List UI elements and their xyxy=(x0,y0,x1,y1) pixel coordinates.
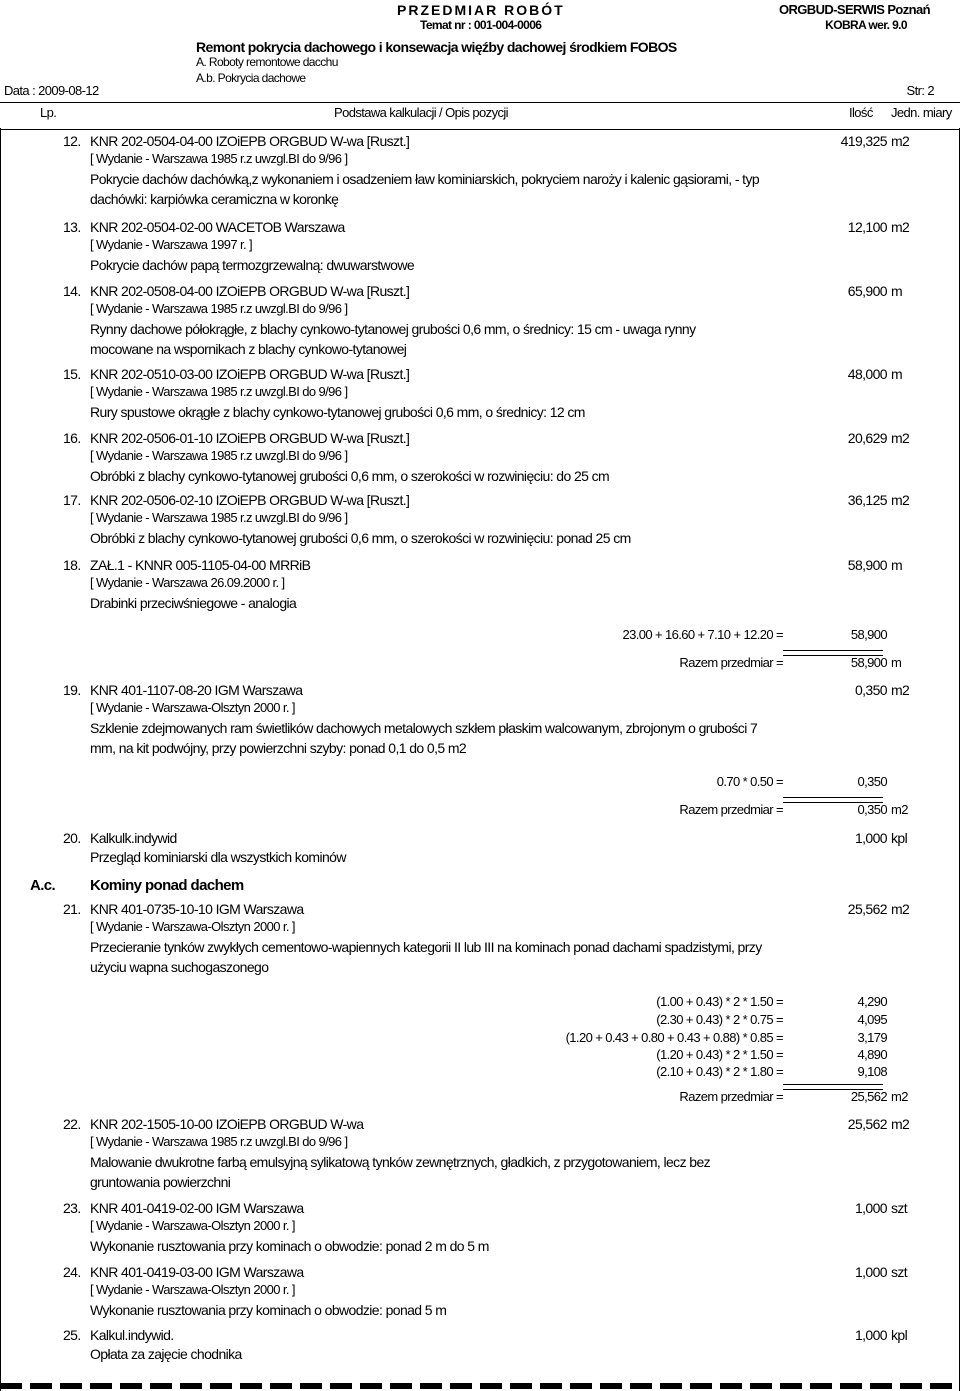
item-basis: KNR 401-0735-10-10 IGM Warszawa xyxy=(90,901,304,917)
item-basis: KNR 202-0504-04-00 IZOiEPB ORGBUD W-wa [Ruszt.] xyxy=(90,133,410,149)
item-quantity: 12,100 xyxy=(847,219,887,235)
total-label: Razem przedmiar = xyxy=(679,655,783,670)
item-description-line: Przegląd kominiarski dla wszystkich kominów xyxy=(90,849,346,865)
item-unit: m2 xyxy=(891,492,910,508)
calc-value: 9,108 xyxy=(857,1064,887,1079)
calc-value: 3,179 xyxy=(857,1030,887,1045)
item-quantity: 1,000 xyxy=(854,1327,887,1343)
item-description-line: gruntowania powierzchni xyxy=(90,1174,231,1190)
item-quantity: 1,000 xyxy=(854,1264,887,1280)
item-number: 16. xyxy=(63,430,81,446)
item-quantity: 1,000 xyxy=(854,830,887,846)
item-quantity: 36,125 xyxy=(847,492,887,508)
item-description-line: mocowane na wspornikach z blachy cynkowo-tytanowej xyxy=(90,341,407,357)
item-unit: szt xyxy=(891,1264,908,1280)
item-basis: KNR 202-0510-03-00 IZOiEPB ORGBUD W-wa [Ruszt.] xyxy=(90,366,410,382)
column-lp: Lp. xyxy=(40,105,57,120)
calc-value: 58,900 xyxy=(850,627,887,642)
item-quantity: 20,629 xyxy=(847,430,887,446)
item-unit: m2 xyxy=(891,901,910,917)
item-description-line: mm, na kit podwójny, przy powierzchni szyby: ponad 0,1 do 0,5 m2 xyxy=(90,740,467,756)
item-number: 24. xyxy=(63,1264,81,1280)
item-basis: KNR 202-1505-10-00 IZOiEPB ORGBUD W-wa xyxy=(90,1116,364,1132)
calc-expression: (1.20 + 0.43) * 2 * 1.50 = xyxy=(656,1047,783,1062)
section-ab: A.b. Pokrycia dachowe xyxy=(196,71,306,85)
item-number: 23. xyxy=(63,1200,81,1216)
item-edition: [ Wydanie - Warszawa 1985 r.z uwzgl.BI do 9/96 ] xyxy=(90,1134,348,1149)
item-unit: m2 xyxy=(891,219,910,235)
item-quantity: 419,325 xyxy=(840,133,887,149)
item-unit: m xyxy=(891,557,903,573)
total-unit: m2 xyxy=(891,802,908,817)
section-ac-title: Kominy ponad dachem xyxy=(90,877,244,894)
item-description-line: Obróbki z blachy cynkowo-tytanowej grubości 0,6 mm, o szerokości w rozwinięciu: ponad 25 cm xyxy=(90,530,631,546)
column-basis: Podstawa kalkulacji / Opis pozycji xyxy=(334,105,508,120)
item-basis: KNR 401-1107-08-20 IGM Warszawa xyxy=(90,682,303,698)
calc-value: 4,290 xyxy=(857,994,887,1009)
item-description-line: Opłata za zajęcie chodnika xyxy=(90,1346,242,1362)
item-number: 19. xyxy=(63,682,81,698)
item-edition: [ Wydanie - Warszawa 1985 r.z uwzgl.BI do 9/96 ] xyxy=(90,448,348,463)
calc-expression: 0.70 * 0.50 = xyxy=(716,774,783,789)
item-description-line: dachówki: karpiówka ceramiczna w koronkę xyxy=(90,191,339,207)
item-edition: [ Wydanie - Warszawa 26.09.2000 r. ] xyxy=(90,575,285,590)
project-title: Remont pokrycia dachowego i konsewacja więźby dachowej środkiem FOBOS xyxy=(196,39,677,55)
calc-expression: 23.00 + 16.60 + 7.10 + 12.20 = xyxy=(622,627,783,642)
item-edition: [ Wydanie - Warszawa-Olsztyn 2000 r. ] xyxy=(90,700,295,715)
total-value: 58,900 xyxy=(850,655,887,670)
item-quantity: 25,562 xyxy=(847,901,887,917)
item-quantity: 48,000 xyxy=(847,366,887,382)
item-basis: KNR 401-0419-02-00 IGM Warszawa xyxy=(90,1200,304,1216)
calc-expression: (2.30 + 0.43) * 2 * 0.75 = xyxy=(656,1012,783,1027)
item-quantity: 58,900 xyxy=(847,557,887,573)
item-edition: [ Wydanie - Warszawa 1985 r.z uwzgl.BI do 9/96 ] xyxy=(90,384,348,399)
item-basis: KNR 401-0419-03-00 IGM Warszawa xyxy=(90,1264,304,1280)
item-edition: [ Wydanie - Warszawa 1985 r.z uwzgl.BI do 9/96 ] xyxy=(90,151,348,166)
page-number: Str: 2 xyxy=(906,83,934,98)
calc-expression: (1.20 + 0.43 + 0.80 + 0.43 + 0.88) * 0.85 = xyxy=(565,1030,783,1045)
item-number: 13. xyxy=(63,219,81,235)
item-unit: m2 xyxy=(891,133,910,149)
item-description-line: Drabinki przeciwśniegowe - analogia xyxy=(90,595,297,611)
item-description-line: Malowanie dwukrotne farbą emulsyjną sylikatową tynków zewnętrznych, gładkich, z przygotowaniem, lecz bez xyxy=(90,1154,711,1170)
item-quantity: 65,900 xyxy=(847,283,887,299)
item-number: 18. xyxy=(63,557,81,573)
calc-value: 0,350 xyxy=(857,774,887,789)
total-label: Razem przedmiar = xyxy=(679,1089,783,1104)
item-number: 20. xyxy=(63,830,81,846)
item-edition: [ Wydanie - Warszawa 1985 r.z uwzgl.BI do 9/96 ] xyxy=(90,301,348,316)
calc-value: 4,095 xyxy=(857,1012,887,1027)
item-description-line: użyciu wapna suchogaszonego xyxy=(90,959,269,975)
item-description-line: Przecieranie tynków zwykłych cementowo-wapiennych kategorii II lub III na kominach ponad dachami spadzistymi, przy xyxy=(90,939,762,955)
total-unit: m2 xyxy=(891,1089,908,1104)
item-basis: KNR 202-0506-02-10 IZOiEPB ORGBUD W-wa [Ruszt.] xyxy=(90,492,410,508)
item-basis: KNR 202-0506-01-10 IZOiEPB ORGBUD W-wa [Ruszt.] xyxy=(90,430,410,446)
item-unit: m2 xyxy=(891,430,910,446)
item-description-line: Obróbki z blachy cynkowo-tytanowej grubości 0,6 mm, o szerokości w rozwinięciu: do 25 cm xyxy=(90,468,610,484)
item-basis: KNR 202-0508-04-00 IZOiEPB ORGBUD W-wa [Ruszt.] xyxy=(90,283,410,299)
item-description-line: Szklenie zdejmowanych ram świetlików dachowych metalowych szkłem płaskim walcowanym, zbrojonym o grubości 7 xyxy=(90,720,758,736)
item-number: 22. xyxy=(63,1116,81,1132)
company-name: ORGBUD-SERWIS Poznań xyxy=(779,2,930,17)
table-border-left xyxy=(0,128,1,1391)
total-value: 0,350 xyxy=(857,802,887,817)
item-quantity: 1,000 xyxy=(854,1200,887,1216)
total-label: Razem przedmiar = xyxy=(679,802,783,817)
item-number: 25. xyxy=(63,1327,81,1343)
item-edition: [ Wydanie - Warszawa 1997 r. ] xyxy=(90,237,253,252)
item-description-line: Rury spustowe okrągłe z blachy cynkowo-tytanowej grubości 0,6 mm, o średnicy: 12 cm xyxy=(90,404,585,420)
item-basis: ZAŁ.1 - KNNR 005-1105-04-00 MRRiB xyxy=(90,557,311,573)
item-basis: KNR 202-0504-02-00 WACETOB Warszawa xyxy=(90,219,345,235)
item-basis: Kalkulk.indywid xyxy=(90,830,177,846)
item-unit: m xyxy=(891,366,903,382)
item-edition: [ Wydanie - Warszawa-Olsztyn 2000 r. ] xyxy=(90,1218,295,1233)
page-footer-rule xyxy=(0,1383,960,1389)
calc-expression: (1.00 + 0.43) * 2 * 1.50 = xyxy=(656,994,783,1009)
item-number: 21. xyxy=(63,901,81,917)
section-a: A. Roboty remontowe dacchu xyxy=(196,55,338,69)
document-title: PRZEDMIAR ROBÓT xyxy=(397,2,565,18)
item-unit: kpl xyxy=(891,830,908,846)
item-number: 15. xyxy=(63,366,81,382)
item-unit: kpl xyxy=(891,1327,908,1343)
software-version: KOBRA wer. 9.0 xyxy=(825,18,907,32)
item-unit: m xyxy=(891,283,903,299)
item-description-line: Pokrycie dachów dachówką,z wykonaniem i osadzeniem ław kominiarskich, pokryciem naroży i kalenic gąsiorami, - typ xyxy=(90,171,760,187)
total-value: 25,562 xyxy=(850,1089,887,1104)
item-number: 12. xyxy=(63,133,81,149)
column-unit: Jedn. miary xyxy=(891,105,952,120)
document-date: Data : 2009-08-12 xyxy=(4,83,99,98)
item-number: 17. xyxy=(63,492,81,508)
item-unit: szt xyxy=(891,1200,908,1216)
item-quantity: 25,562 xyxy=(847,1116,887,1132)
section-ac-number: A.c. xyxy=(30,877,56,894)
item-description-line: Rynny dachowe półokrągłe, z blachy cynkowo-tytanowej grubości 0,6 mm, o średnicy: 15 cm - uwaga rynny xyxy=(90,321,696,337)
item-edition: [ Wydanie - Warszawa-Olsztyn 2000 r. ] xyxy=(90,1282,295,1297)
calc-expression: (2.10 + 0.43) * 2 * 1.80 = xyxy=(656,1064,783,1079)
item-description-line: Wykonanie rusztowania przy kominach o obwodzie: ponad 2 m do 5 m xyxy=(90,1238,489,1254)
item-edition: [ Wydanie - Warszawa-Olsztyn 2000 r. ] xyxy=(90,919,295,934)
calc-value: 4,890 xyxy=(857,1047,887,1062)
item-edition: [ Wydanie - Warszawa 1985 r.z uwzgl.BI do 9/96 ] xyxy=(90,510,348,525)
item-unit: m2 xyxy=(891,682,910,698)
item-basis: Kalkul.indywid. xyxy=(90,1327,174,1343)
total-unit: m xyxy=(891,655,902,670)
column-qty: Ilość xyxy=(849,105,873,120)
item-description-line: Wykonanie rusztowania przy kominach o obwodzie: ponad 5 m xyxy=(90,1302,447,1318)
item-number: 14. xyxy=(63,283,81,299)
item-description-line: Pokrycie dachów papą termozgrzewalną: dwuwarstwowe xyxy=(90,257,415,273)
item-unit: m2 xyxy=(891,1116,910,1132)
topic-number: Temat nr : 001-004-0006 xyxy=(420,18,542,32)
item-quantity: 0,350 xyxy=(854,682,887,698)
